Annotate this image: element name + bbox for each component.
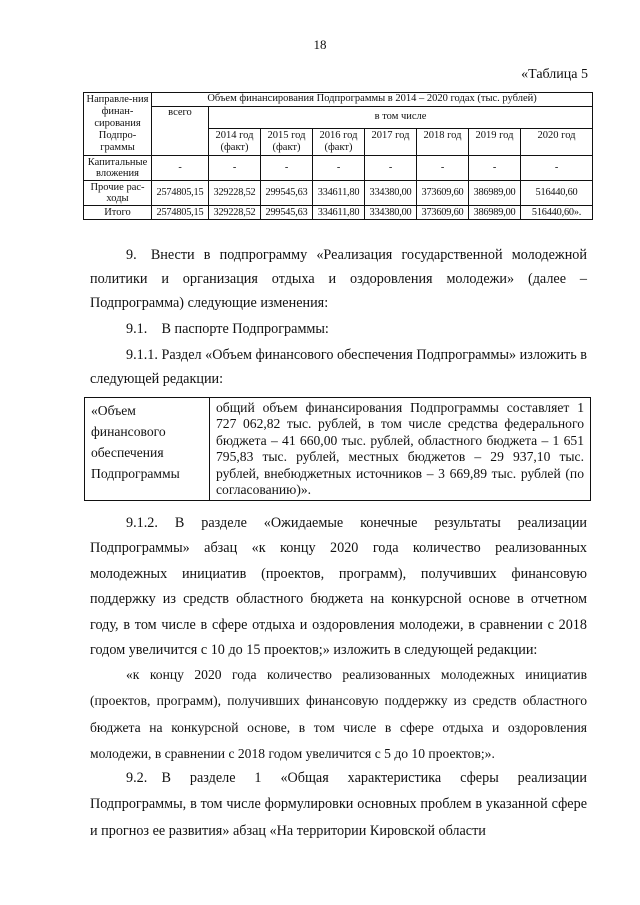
cell-value: 334611,80 xyxy=(313,181,365,206)
column-header-including: в том числе xyxy=(209,106,593,129)
cell-value: - xyxy=(209,156,261,181)
cell-value: 373609,60 xyxy=(417,181,469,206)
cell-value: - xyxy=(469,156,521,181)
funding-box-text: общий объем финансирования Подпрограммы составляет 1 727 062,82 тыс. рублей, в том числе средства федерального бюджета – 41 660,00 тыс. рублей, областного бюджета – 1 651 795,83 тыс. рублей, местных бюджетов – 29 937,10 тыс. рублей, внебюджетных источников – 3 669,89 тыс. рублей (по согласованию)». xyxy=(210,398,591,501)
cell-value: 334380,00 xyxy=(365,181,417,206)
table-row xyxy=(84,206,593,220)
column-header-volume: Объем финансирования Подпрограммы в 2014 – 2020 годах (тыс. рублей) xyxy=(152,93,593,107)
cell-value: 334380,00 xyxy=(365,206,417,220)
table-row xyxy=(84,156,593,181)
cell-value: 516440,60 xyxy=(521,181,593,206)
cell-value: - xyxy=(365,156,417,181)
cell-value: 373609,60 xyxy=(417,206,469,220)
column-header-total: всего xyxy=(152,106,209,156)
row-label: Прочие рас-ходы xyxy=(84,181,152,206)
paragraph-9-1-2-new-wording: «к концу 2020 года количество реализованных молодежных инициатив (проектов, программ), получивших финансовую поддержку из средств областного бюджета на конкурсной основе, в том числе в сфере отдыха и оздоровления молодежи, в сравнении с 2018 годом увеличится с 5 до 10 проектов;». xyxy=(90,667,587,762)
row-label: Итого xyxy=(84,206,152,220)
year-header: 2016 год (факт) xyxy=(313,129,365,156)
cell-value: 299545,63 xyxy=(261,181,313,206)
year-header: 2014 год (факт) xyxy=(209,129,261,156)
year-header: 2015 год (факт) xyxy=(261,129,313,156)
funding-box xyxy=(84,397,591,501)
cell-value: - xyxy=(417,156,469,181)
cell-total: - xyxy=(152,156,209,181)
row-label: Капитальные вложения xyxy=(84,156,152,181)
cell-value: 386989,00 xyxy=(469,181,521,206)
paragraph-9-1: 9.1. В паспорте Подпрограммы: xyxy=(126,321,329,337)
cell-value: 329228,52 xyxy=(209,181,261,206)
year-header: 2019 год xyxy=(469,129,521,156)
year-header: 2017 год xyxy=(365,129,417,156)
table-row xyxy=(84,181,593,206)
paragraph-9-1-2: 9.1.2. В разделе «Ожидаемые конечные результаты реализации Подпрограммы» абзац «к концу 2020 года количество реализованных молодежных инициатив (проектов, программ), получивших финансовую поддержку из средств областного бюджета на конкурсной основе в отчетном году, в том числе в сфере отдыха и оздоровления молодежи, в сравнении с 2018 годом увеличится с 10 до 15 проектов;» изложить в следующей редакции: xyxy=(90,515,587,659)
page-number: 18 xyxy=(313,37,327,52)
paragraph-9-1-1: 9.1.1. Раздел «Объем финансового обеспечения Подпрограммы» изложить в следующей редакции: xyxy=(90,347,587,387)
cell-total: 2574805,15 xyxy=(152,206,209,220)
cell-value: 334611,80 xyxy=(313,206,365,220)
cell-total: 2574805,15 xyxy=(152,181,209,206)
cell-value: 299545,63 xyxy=(261,206,313,220)
column-header-direction: Направле-ния финан-сирования Подпро-граммы xyxy=(84,93,152,156)
cell-value: 386989,00 xyxy=(469,206,521,220)
cell-value: 329228,52 xyxy=(209,206,261,220)
year-header: 2018 год xyxy=(417,129,469,156)
financing-table xyxy=(83,92,593,220)
paragraph-9-2: 9.2. В разделе 1 «Общая характеристика сферы реализации Подпрограммы, в том числе формулировки основных проблем в указанной сфере и прогноз ее развития» абзац «На территории Кировской области xyxy=(90,770,587,839)
table-caption: «Таблица 5 xyxy=(521,67,588,82)
cell-value: - xyxy=(313,156,365,181)
cell-value: - xyxy=(521,156,593,181)
cell-value: - xyxy=(261,156,313,181)
year-header: 2020 год xyxy=(521,129,593,156)
funding-box-label: «Объем финансового обеспечения Подпрограммы xyxy=(85,398,210,501)
paragraph-9: 9. Внести в подпрограмму «Реализация государственной молодежной политики и организация отдыха и оздоровления молодежи» (далее – Подпрограмма) следующие изменения: xyxy=(90,247,587,311)
cell-value: 516440,60». xyxy=(521,206,593,220)
